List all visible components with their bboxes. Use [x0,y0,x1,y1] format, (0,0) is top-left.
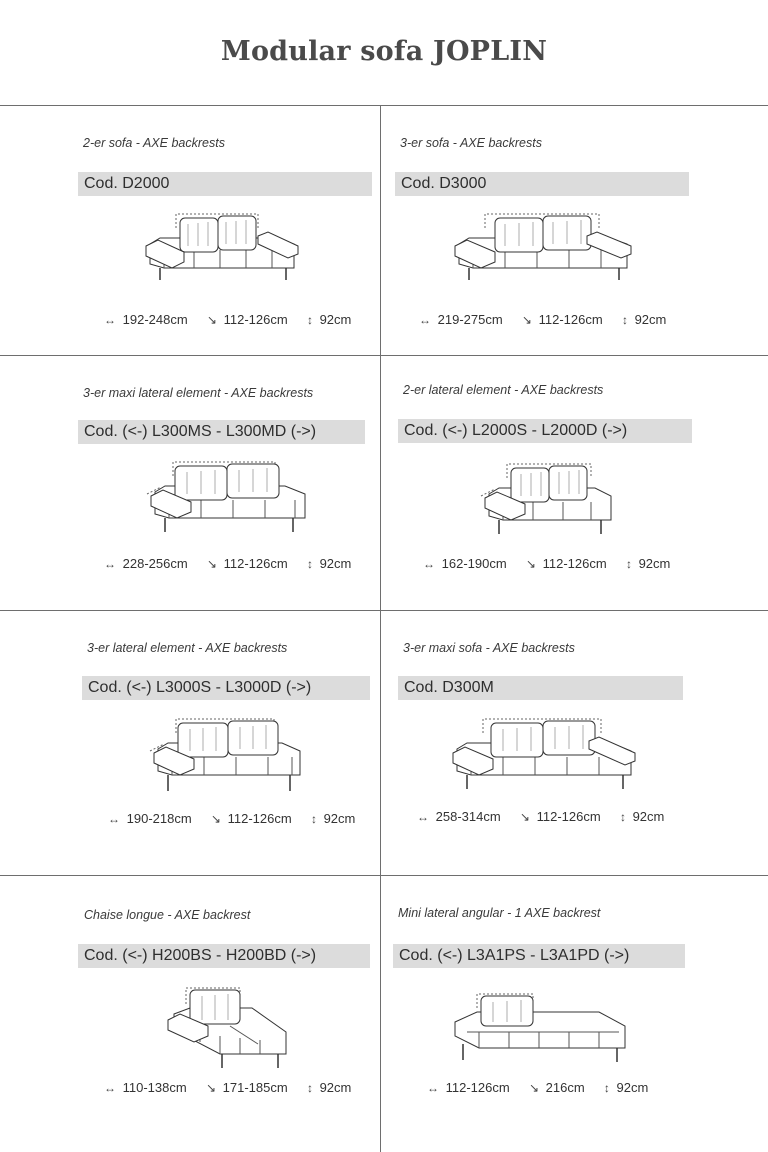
depth-arrow-icon: ↘ [206,557,217,571]
product-subtitle: 3-er maxi sofa - AXE backrests [403,641,575,655]
depth-arrow-icon: ↘ [525,557,536,571]
depth-value: 112-126cm [536,809,601,824]
height-value: 92cm [319,1080,352,1095]
width-value: 219-275cm [437,312,503,327]
page-title: Modular sofa JOPLIN [220,36,548,67]
height-value: 92cm [319,312,352,327]
width-arrow-icon: ↔ [108,812,120,826]
product-subtitle: Chaise longue - AXE backrest [84,908,251,922]
height-value: 92cm [638,556,671,571]
product-subtitle: 2-er sofa - AXE backrests [83,136,225,150]
sofa-3er-lateral-drawing [148,711,308,797]
depth-arrow-icon: ↘ [528,1081,540,1095]
product-code: Cod. (<-) L3000S - L3000D (->) [82,676,370,700]
dimensions-row [104,312,351,327]
product-cell-l3000 [0,611,380,875]
height-value: 92cm [616,1080,649,1095]
product-code: Cod. D300M [398,676,683,700]
product-code: Cod. (<-) L2000S - L2000D (->) [398,419,692,443]
depth-value: 216cm [545,1080,585,1095]
width-value: 190-218cm [126,811,192,826]
width-value: 110-138cm [122,1080,187,1095]
product-subtitle: 3-er sofa - AXE backrests [400,136,542,150]
product-cell-l2000 [381,356,761,610]
sofa-2er-drawing [140,206,310,286]
width-arrow-icon: ↔ [423,557,435,571]
product-code: Cod. D3000 [395,172,689,196]
depth-arrow-icon: ↘ [519,810,530,824]
product-subtitle: 2-er lateral element - AXE backrests [403,383,604,397]
chaise-longue-drawing [160,980,292,1072]
height-arrow-icon: ↕ [603,1081,610,1095]
depth-value: 112-126cm [542,556,607,571]
depth-value: 171-185cm [222,1080,288,1095]
sofa-3er-maxi-drawing [447,711,643,795]
height-arrow-icon: ↕ [310,812,317,826]
height-arrow-icon: ↕ [621,313,628,327]
product-subtitle: Mini lateral angular - 1 AXE backrest [398,906,601,920]
depth-arrow-icon: ↘ [521,313,532,327]
width-value: 258-314cm [435,809,501,824]
width-arrow-icon: ↔ [419,313,431,327]
product-code: Cod. (<-) L3A1PS - L3A1PD (->) [393,944,685,968]
dimensions-row [423,556,670,571]
height-arrow-icon: ↕ [619,810,626,824]
height-arrow-icon: ↕ [306,1081,313,1095]
height-value: 92cm [632,809,665,824]
dimensions-row [419,312,666,327]
height-value: 92cm [319,556,352,571]
depth-arrow-icon: ↘ [210,812,221,826]
depth-arrow-icon: ↘ [205,1081,217,1095]
product-subtitle: 3-er lateral element - AXE backrests [87,641,288,655]
width-arrow-icon: ↔ [417,810,429,824]
width-arrow-icon: ↔ [104,313,116,327]
product-cell-d300m [381,611,761,875]
width-value: 112-126cm [445,1080,510,1095]
height-arrow-icon: ↕ [306,313,313,327]
depth-value: 112-126cm [227,811,292,826]
depth-arrow-icon: ↘ [206,313,217,327]
height-value: 92cm [634,312,667,327]
dimensions-row [108,811,355,826]
product-cell-d3000 [381,106,761,355]
height-value: 92cm [323,811,356,826]
product-cell-l300m [0,356,380,610]
height-arrow-icon: ↕ [625,557,632,571]
sofa-3er-drawing [449,206,639,286]
height-arrow-icon: ↕ [306,557,313,571]
product-code: Cod. (<-) L300MS - L300MD (->) [78,420,365,444]
sofa-2er-lateral-drawing [479,456,619,540]
depth-value: 112-126cm [223,556,288,571]
depth-value: 112-126cm [223,312,288,327]
mini-lateral-angular-drawing [449,986,631,1068]
product-cell-h200b [0,876,380,1152]
width-arrow-icon: ↔ [427,1081,439,1095]
width-arrow-icon: ↔ [104,557,116,571]
dimensions-row [427,1080,648,1095]
product-cell-l3a1p [381,876,761,1152]
width-value: 228-256cm [122,556,188,571]
width-value: 162-190cm [441,556,507,571]
dimensions-row [104,1080,351,1095]
product-cell-d2000 [0,106,380,355]
dimensions-row [417,809,664,824]
dimensions-row [104,556,351,571]
product-subtitle: 3-er maxi lateral element - AXE backrests [83,386,314,400]
width-value: 192-248cm [122,312,188,327]
depth-value: 112-126cm [538,312,603,327]
width-arrow-icon: ↔ [104,1081,116,1095]
product-code: Cod. D2000 [78,172,372,196]
product-code: Cod. (<-) H200BS - H200BD (->) [78,944,370,968]
sofa-3er-lateral-maxi-drawing [145,454,315,538]
